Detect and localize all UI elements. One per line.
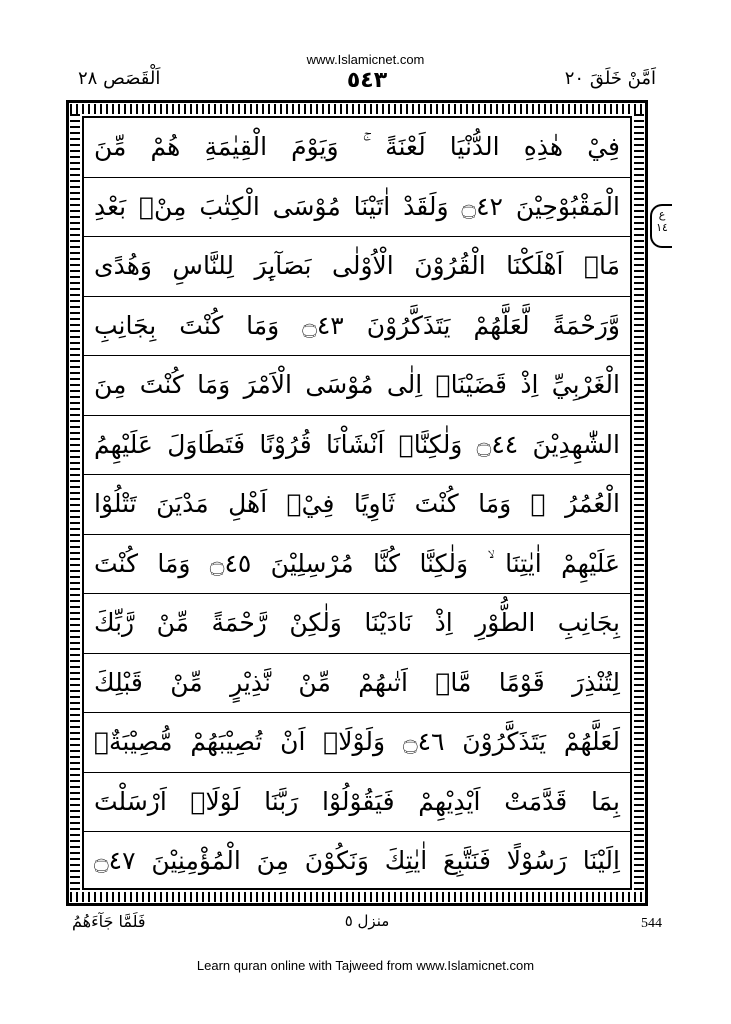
text-line: مَاۤ اَهْلَكْنَا الْقُرُوْنَ الْاُوْلٰى بَصَآىِٕرَ لِلنَّاسِ وَهُدًى: [84, 237, 630, 297]
text-line: بِمَا قَدَّمَتْ اَيْدِيْهِمْ فَيَقُوْلُوْا رَبَّنَا لَوْلَاۤ اَرْسَلْتَ: [84, 773, 630, 833]
page-header: [72, 68, 662, 96]
site-url[interactable]: www.Islamicnet.com: [306, 52, 425, 67]
text-line: بِجَانِبِ الطُّوْرِ اِذْ نَادَيْنَا وَلٰكِنْ رَّحْمَةً مِّنْ رَّبِّكَ: [84, 594, 630, 654]
catchword: فَلَمَّا جَآءَهُمُ: [72, 912, 146, 931]
text-line: فِيْ هٰذِهِ الدُّنْيَا لَعْنَةً ۚ وَيَوْمَ الْقِيٰمَةِ هُمْ مِّنَ: [84, 118, 630, 178]
text-line: اِلَيْنَا رَسُوْلًا فَنَتَّبِعَ اٰيٰتِكَ وَنَكُوْنَ مِنَ الْمُؤْمِنِيْنَ ۝٤٧: [94, 846, 620, 875]
quran-text-block: [84, 118, 630, 892]
page-footer: [72, 912, 662, 938]
text-line: عَلَيْهِمْ اٰيٰتِنَا ۙ وَلٰكِنَّا كُنَّا مُرْسِلِيْنَ ۝٤٥ وَمَا كُنْتَ: [84, 535, 630, 595]
ruku-marker: ع ١٤: [650, 204, 672, 248]
text-line: وَّرَحْمَةً لَّعَلَّهُمْ يَتَذَكَّرُوْنَ ۝٤٣ وَمَا كُنْتَ بِجَانِبِ: [84, 297, 630, 357]
text-line: الْمَقْبُوْحِيْنَ ۝٤٢ وَلَقَدْ اٰتَيْنَا مُوْسَى الْكِتٰبَ مِنْۢ بَعْدِ: [84, 178, 630, 238]
page-number: 544: [641, 916, 662, 931]
juz-name: اَمَّنْ خَلَقَ ٢٠: [564, 68, 656, 89]
surah-name: اَلْقَصَص ٢٨: [78, 68, 161, 89]
manzil-label: منزل ٥: [344, 912, 390, 930]
page-number-arabic: ٥٤٣: [346, 68, 388, 93]
text-line: الْعُمُرُ ۚ وَمَا كُنْتَ ثَاوِيًا فِيْۤ اَهْلِ مَدْيَنَ تَتْلُوْا: [84, 475, 630, 535]
text-line: لَعَلَّهُمْ يَتَذَكَّرُوْنَ ۝٤٦ وَلَوْلَاۤ اَنْ تُصِيْبَهُمْ مُّصِيْبَةٌۢ: [84, 713, 630, 773]
footer-note[interactable]: Learn quran online with Tajweed from www.Islamicnet.com: [196, 958, 535, 973]
text-line: لِتُنْذِرَ قَوْمًا مَّاۤ اَتٰىهُمْ مِّنْ نَّذِيْرٍ مِّنْ قَبْلِكَ: [84, 654, 630, 714]
text-line: الْغَرْبِيِّ اِذْ قَضَيْنَاۤ اِلٰى مُوْسَى الْاَمْرَ وَمَا كُنْتَ مِنَ: [84, 356, 630, 416]
text-line: الشّٰهِدِيْنَ ۝٤٤ وَلٰكِنَّاۤ اَنْشَاْنَا قُرُوْنًا فَتَطَاوَلَ عَلَيْهِمُ: [84, 416, 630, 476]
